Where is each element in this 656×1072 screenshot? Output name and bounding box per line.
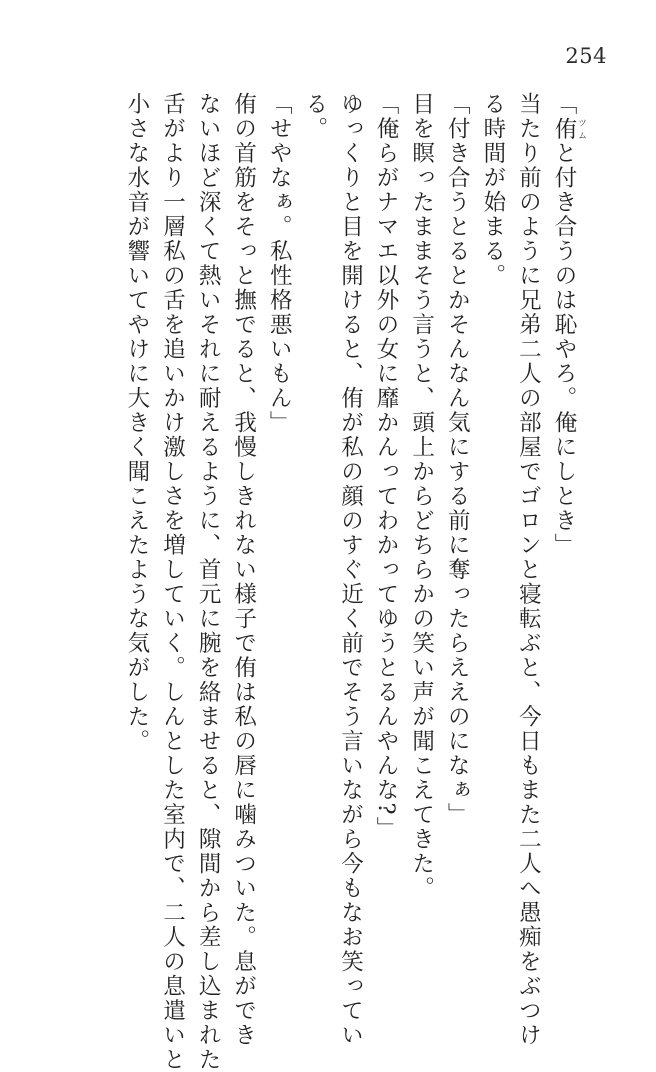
text-line-8: る。	[301, 92, 328, 141]
text-line-4: 「付き合うとるとかそんなん気にする前に奪ったらええのになぁ」	[444, 92, 471, 827]
text-line-10: 侑の首筋をそっと撫でると、我慢しきれない様子で侑は私の唇に噛みついた。息ができ	[230, 92, 257, 1048]
text-line-12: 舌がより一層私の舌を追いかけ激しさを増していく。しんとした室内で、二人の息遣いと	[159, 92, 186, 1072]
ruby-base: 侑	[551, 116, 577, 141]
ruby-reading: ツム	[576, 116, 586, 141]
text-line-3: る時間が始まる。	[479, 92, 506, 288]
text-line-9: 「せやなぁ。私性格悪いもん」	[266, 92, 293, 435]
page-number: 254	[565, 44, 607, 68]
text-segment: と付き合うのは恥やろ。俺にしとき」	[551, 141, 577, 558]
text-line-5: 目を瞑ったままそう言うと、頭上からどちらかの笑い声が聞こえてきた。	[408, 92, 435, 901]
vertical-text-block	[118, 92, 586, 1072]
text-line-11: ないほど深くて熱いそれに耐えるように、首元に腕を絡ませると、隙間から差し込まれた	[195, 92, 222, 1072]
text-line-7: ゆっくりと目を開けると、侑が私の顔のすぐ近く前でそう言いながら今もなお笑ってい	[337, 92, 364, 1048]
text-line-1	[545, 92, 586, 862]
text-segment: 「	[551, 92, 577, 117]
text-line-6: 「俺らがナマエ以外の女に靡かんってわかってゆうとるんやんな?」	[373, 92, 400, 842]
text-line-13: 小さな水音が響いてやけに大きく聞こえたような気がした。	[123, 92, 150, 754]
ruby-annotation	[551, 116, 586, 142]
text-line-2: 当たり前のように兄弟二人の部屋でゴロンと寝転ぶと、今日もまた二人へ愚痴をぶつけ	[515, 92, 542, 1048]
